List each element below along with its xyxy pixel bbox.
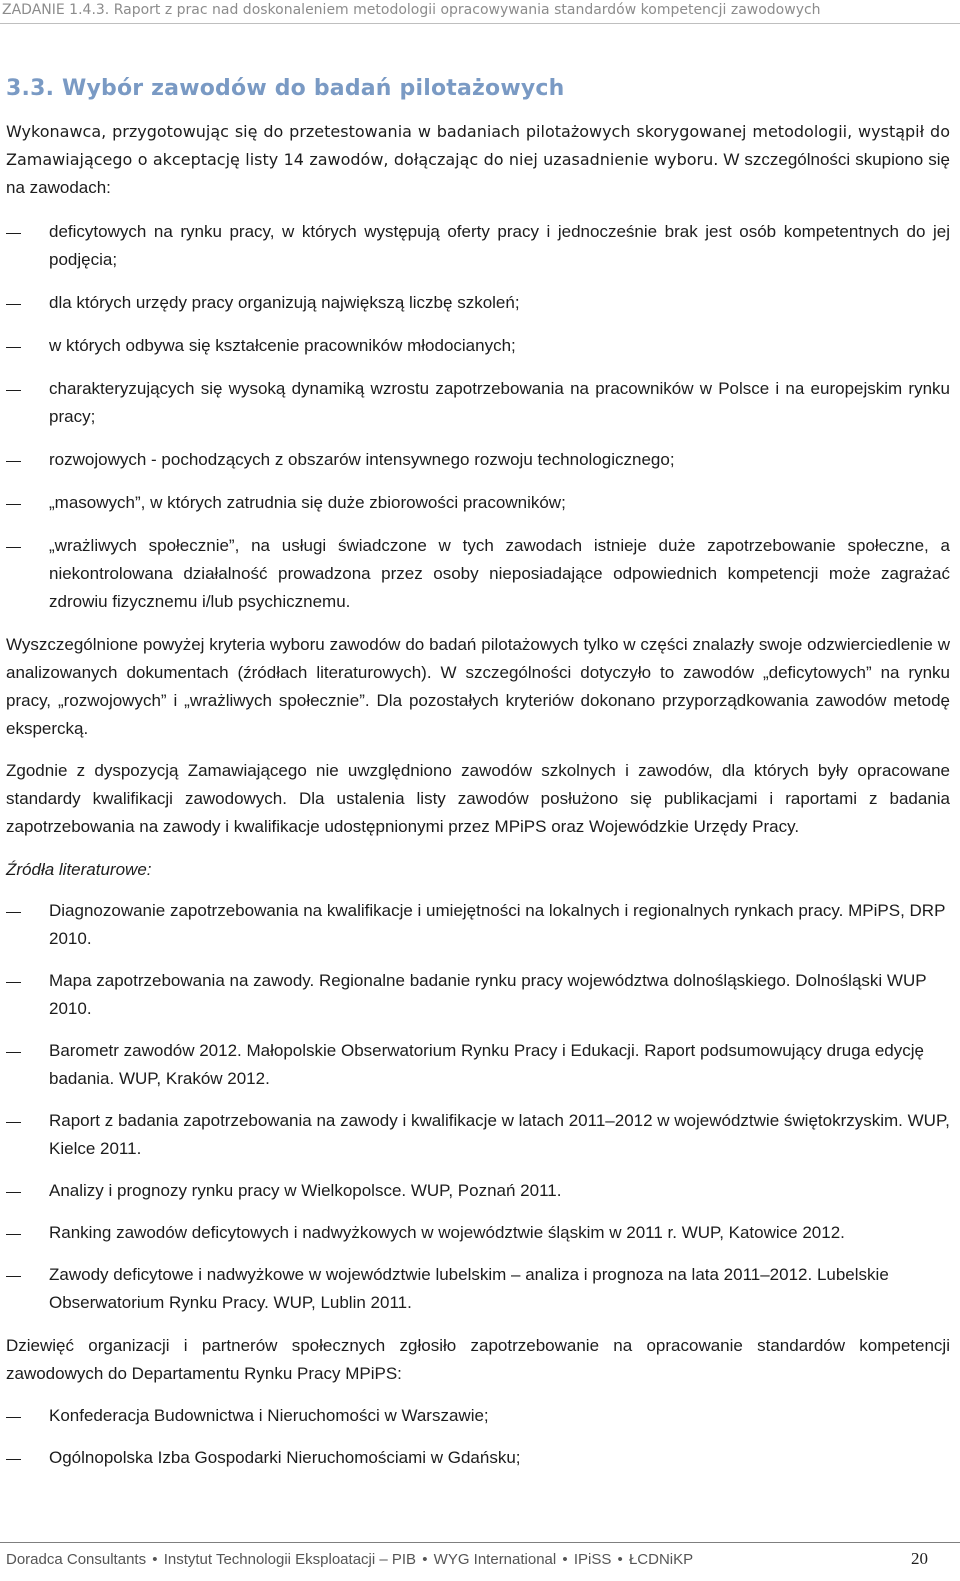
partner-name: WYG International [433,1551,557,1568]
page-number: 20 [911,1549,928,1568]
organizations-list [6,1402,950,1472]
main-content [6,74,950,1472]
criteria-item: deficytowych na rynku pracy, w których występują oferty pracy i jednocześnie brak jest osób kompetentnych do jej podjęcia; [6,218,950,274]
bullet-separator-icon: • [617,1551,623,1568]
bullet-separator-icon: • [562,1551,568,1568]
paragraph-organizations: Dziewięć organizacji i partnerów społecznych zgłosiło zapotrzebowanie na opracowanie standardów kompetencji zawodowych do Departamentu Rynku Pracy MPiPS: [6,1336,950,1383]
organization-item: Ogólnopolska Izba Gospodarki Nieruchomościami w Gdańsku; [6,1444,950,1472]
criteria-list [6,218,950,616]
intro-part2: W szczególności skupiono się na zawodach: [6,150,951,197]
partner-name: Doradca Consultants [6,1551,147,1568]
sources-list [6,897,950,1317]
intro-paragraph [6,118,950,202]
organization-item: Konfederacja Budownictwa i Nieruchomości w Warszawie; [6,1402,950,1430]
source-item: Barometr zawodów 2012. Małopolskie Obserwatorium Rynku Pracy i Edukacji. Raport podsumowujący druga edycję badania. WUP, Kraków 2012. [6,1037,950,1093]
bullet-separator-icon: • [152,1551,158,1568]
partner-name: ŁCDNiKP [628,1551,694,1568]
sources-heading: Źródła literaturowe: [6,860,152,879]
partner-name: Instytut Technologii Eksploatacji – PIB [163,1551,417,1568]
source-item: Raport z badania zapotrzebowania na zawody i kwalifikacje w latach 2011–2012 w województwie świętokrzyskim. WUP, Kielce 2011. [6,1107,950,1163]
partner-name: IPiSS [573,1551,612,1568]
source-item: Diagnozowanie zapotrzebowania na kwalifikacje i umiejętności na lokalnych i regionalnych rynkach pracy. MPiPS, DRP 2010. [6,897,950,953]
criteria-item: „wrażliwych społecznie”, na usługi świadczone w tych zawodach istnieje duże zapotrzebowanie społeczne, a niekontrolowana działalność prowadzona przez osoby nieposiadające odpowiednich kompetencji może zagrażać zdrowiu fizycznemu i/lub psychicznemu. [6,532,950,616]
source-item: Analizy i prognozy rynku pracy w Wielkopolsce. WUP, Poznań 2011. [6,1177,950,1205]
page-footer [0,1542,960,1581]
criteria-item: „masowych”, w których zatrudnia się duże zbiorowości pracowników; [6,489,950,517]
paragraph-criteria-summary: Wyszczególnione powyżej kryteria wyboru zawodów do badań pilotażowych tylko w części znalazły swoje odzwierciedlenie w analizowanych dokumentach (źródłach literaturowych). W szczególności dotyczyło to zawodów „deficytowych” na rynku pracy, „rozwojowych” i „wrażliwych społecznie”. Dla pozostałych kryteriów dokonano przyporządkowania zawodów metodę ekspercką. [6,635,950,738]
section-title: 3.3. Wybór zawodów do badań pilotażowych [6,76,565,101]
source-item: Ranking zawodów deficytowych i nadwyżkowych w województwie śląskim w 2011 r. WUP, Katowice 2012. [6,1219,950,1247]
criteria-item: rozwojowych - pochodzących z obszarów intensywnego rozwoju technologicznego; [6,446,950,474]
bullet-separator-icon: • [422,1551,428,1568]
source-item: Mapa zapotrzebowania na zawody. Regionalne badanie rynku pracy województwa dolnośląskiego. Dolnośląski WUP 2010. [6,967,950,1023]
paragraph-instructions: Zgodnie z dyspozycją Zamawiającego nie uwzględniono zawodów szkolnych i zawodów, dla których były opracowane standardy kwalifikacji zawodowych. Dla ustalenia listy zawodów posłużono się publikacjami i raportami z badania zapotrzebowania na zawody i kwalifikacje udostępnionymi przez MPiPS oraz Wojewódzkie Urzędy Pracy. [6,761,950,836]
footer-partners [6,1551,693,1568]
intro-part1: Wykonawca, przygotowując się do przetestowania w badaniach pilotażowych skorygowanej metodologii, wystąpił do Zamawiającego o akceptację listy 14 zawodów, dołączając do niej uzasadnienie wyboru. [6,122,950,169]
criteria-item: charakteryzujących się wysoką dynamiką wzrostu zapotrzebowania na pracowników w Polsce i na europejskim rynku pracy; [6,375,950,431]
source-item: Zawody deficytowe i nadwyżkowe w województwie lubelskim – analiza i prognoza na lata 2011–2012. Lubelskie Obserwatorium Rynku Pracy. WUP, Lublin 2011. [6,1261,950,1317]
running-header: ZADANIE 1.4.3. Raport z prac nad doskonaleniem metodologii opracowywania standardów kompetencji zawodowych [0,0,960,24]
criteria-item: dla których urzędy pracy organizują największą liczbę szkoleń; [6,289,950,317]
criteria-item: w których odbywa się kształcenie pracowników młodocianych; [6,332,950,360]
